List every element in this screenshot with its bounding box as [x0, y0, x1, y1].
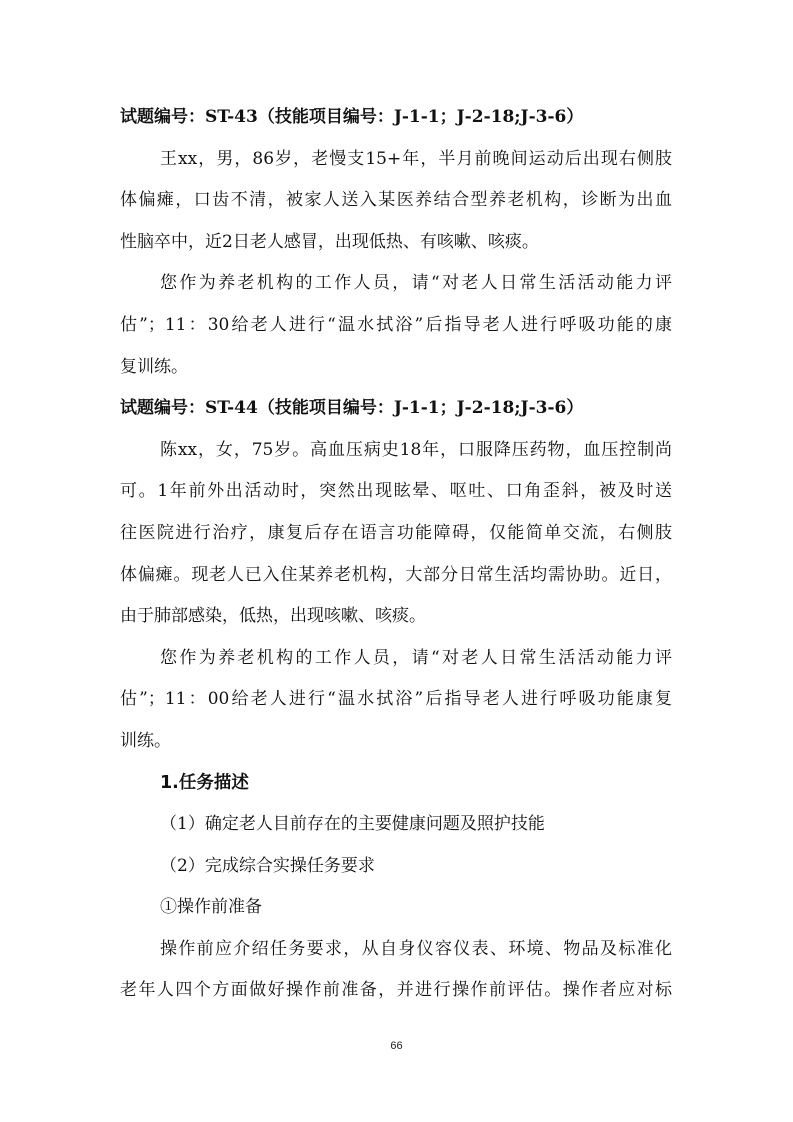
- paragraph-line: 估”；11：30给老人进行“温水拭浴”后指导老人进行呼吸功能的康: [120, 314, 672, 335]
- problem-section-st-44: [120, 388, 672, 762]
- paragraph-line: 性脑卒中，近2日老人感冒，出现低热、有咳嗽、咳痰。: [120, 231, 539, 252]
- paragraph-line: 由于肺部感染，低热，出现咳嗽、咳痰。: [120, 606, 426, 627]
- task-item: （1）确定老人目前存在的主要健康问题及照护技能: [160, 814, 545, 835]
- paragraph: [120, 430, 672, 638]
- task-item: （2）完成综合实操任务要求: [160, 855, 375, 876]
- paragraph-line: 操作前应介绍任务要求，从自身仪容仪表、环境、物品及标准化: [160, 938, 672, 959]
- page-content: [120, 97, 672, 1012]
- paragraph: [120, 929, 672, 1012]
- paragraph-line: 王xx，男，86岁，老慢支15+年，半月前晚间运动后出现右侧肢: [160, 148, 672, 169]
- paragraph-line: 估”；11：00给老人进行“温水拭浴”后指导老人进行呼吸功能康复: [120, 689, 672, 710]
- problem-section-st-43: [120, 97, 672, 388]
- problem-heading: 试题编号：ST-44（技能项目编号：J-1-1；J-2-18;J-3-6）: [120, 398, 584, 419]
- paragraph-line: 体偏瘫。现老人已入住某养老机构，大部分日常生活均需协助。近日，: [120, 564, 672, 585]
- page-number: 66: [390, 1040, 403, 1052]
- task-title: 1.任务描述: [160, 772, 249, 793]
- paragraph-line: 陈xx，女，75岁。高血压病史18年，口服降压药物，血压控制尚: [160, 439, 672, 460]
- paragraph-line: 复训练。: [120, 356, 188, 377]
- paragraph-line: 可。1年前外出活动时，突然出现眩晕、呕吐、口角歪斜，被及时送: [120, 481, 672, 502]
- problem-heading: 试题编号：ST-43（技能项目编号：J-1-1；J-2-18;J-3-6）: [120, 107, 584, 127]
- paragraph-line: 您作为养老机构的工作人员，请“对老人日常生活活动能力评: [160, 647, 672, 668]
- paragraph-line: 您作为养老机构的工作人员，请“对老人日常生活活动能力评: [160, 273, 672, 294]
- paragraph: [120, 139, 672, 264]
- task-section: [120, 763, 672, 1013]
- paragraph-line: 体偏瘫，口齿不清，被家人送入某医养结合型养老机构，诊断为出血: [120, 190, 672, 211]
- paragraph: [120, 638, 672, 763]
- paragraph-line: 训练。: [120, 730, 171, 751]
- task-subheading: ①操作前准备: [160, 897, 262, 918]
- paragraph: [120, 263, 672, 388]
- paragraph-line: 老年人四个方面做好操作前准备，并进行操作前评估。操作者应对标: [120, 980, 672, 1001]
- paragraph-line: 往医院进行治疗，康复后存在语言功能障碍，仅能简单交流，右侧肢: [120, 522, 672, 543]
